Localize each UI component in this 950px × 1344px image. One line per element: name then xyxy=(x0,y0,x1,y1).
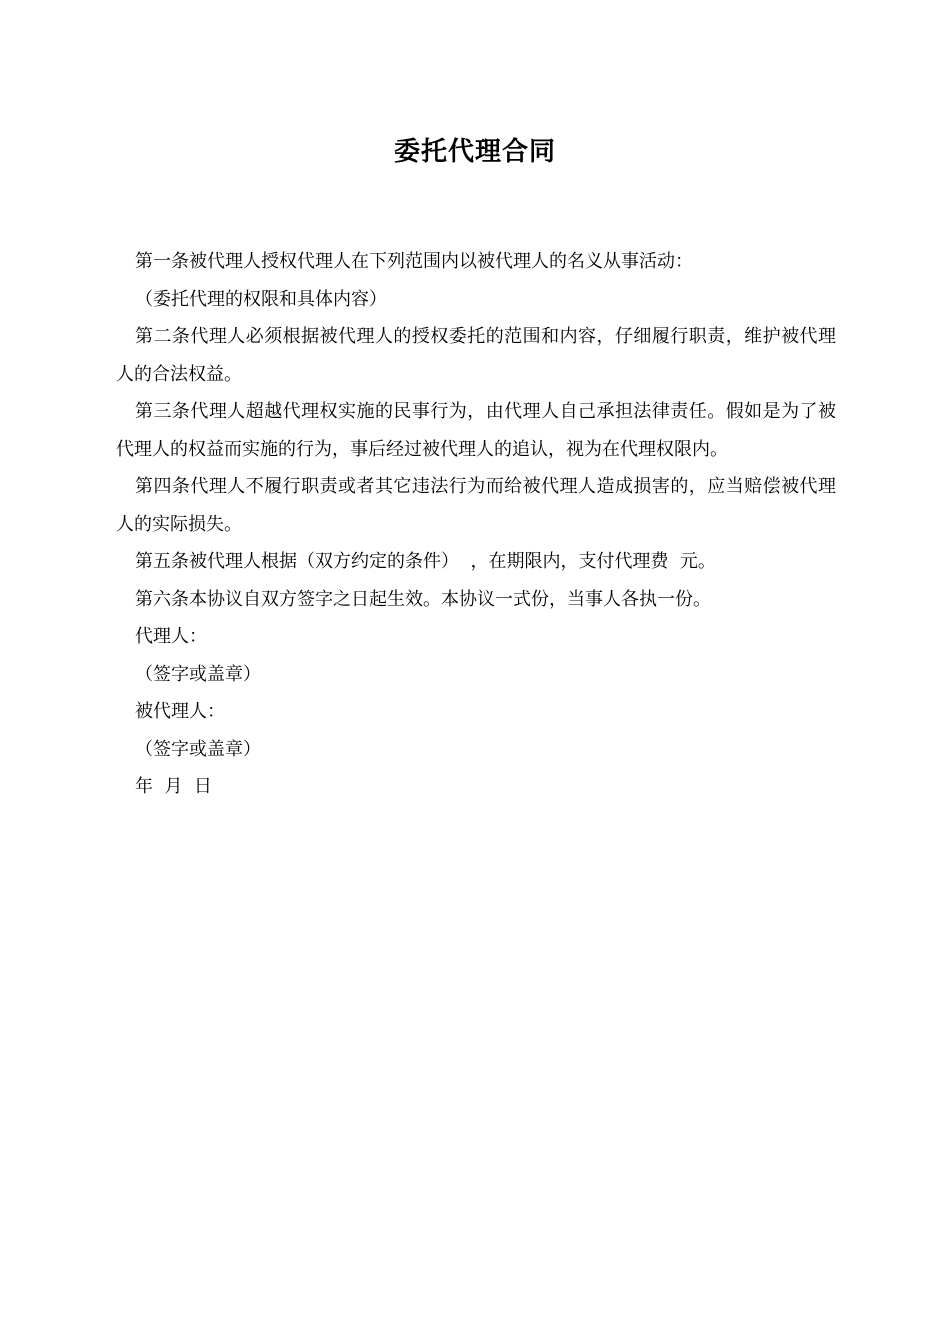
principal-signature-note: （签字或盖章） xyxy=(135,738,261,760)
document-title: 委托代理合同 xyxy=(393,137,556,167)
agent-signature-label: 代理人： xyxy=(135,626,207,647)
article-6: 第六条本协议自双方签字之日起生效。本协议一式份，当事人各执一份。 xyxy=(135,588,711,610)
document-body xyxy=(116,243,836,806)
article-1: 第一条被代理人授权代理人在下列范围内以被代理人的名义从事活动： xyxy=(135,251,693,272)
article-4: 第四条代理人不履行职责或者其它违法行为而给被代理人造成损害的，应当赔偿被代理人的实际损失。 xyxy=(116,476,836,535)
article-2: 第二条代理人必须根据被代理人的授权委托的范围和内容，仔细履行职责，维护被代理人的合法权益。 xyxy=(116,326,836,385)
delegation-scope-placeholder: （委托代理的权限和具体内容） xyxy=(135,288,387,310)
article-3: 第三条代理人超越代理权实施的民事行为，由代理人自己承担法律责任。假如是为了被代理人的权益而实施的行为，事后经过被代理人的追认，视为在代理权限内。 xyxy=(116,401,836,460)
signing-date: 年 月 日 xyxy=(135,776,212,797)
principal-signature-label: 被代理人： xyxy=(135,701,225,722)
agent-signature-note: （签字或盖章） xyxy=(135,663,261,685)
article-5: 第五条被代理人根据（双方约定的条件） ，在期限内，支付代理费 元。 xyxy=(135,551,716,572)
